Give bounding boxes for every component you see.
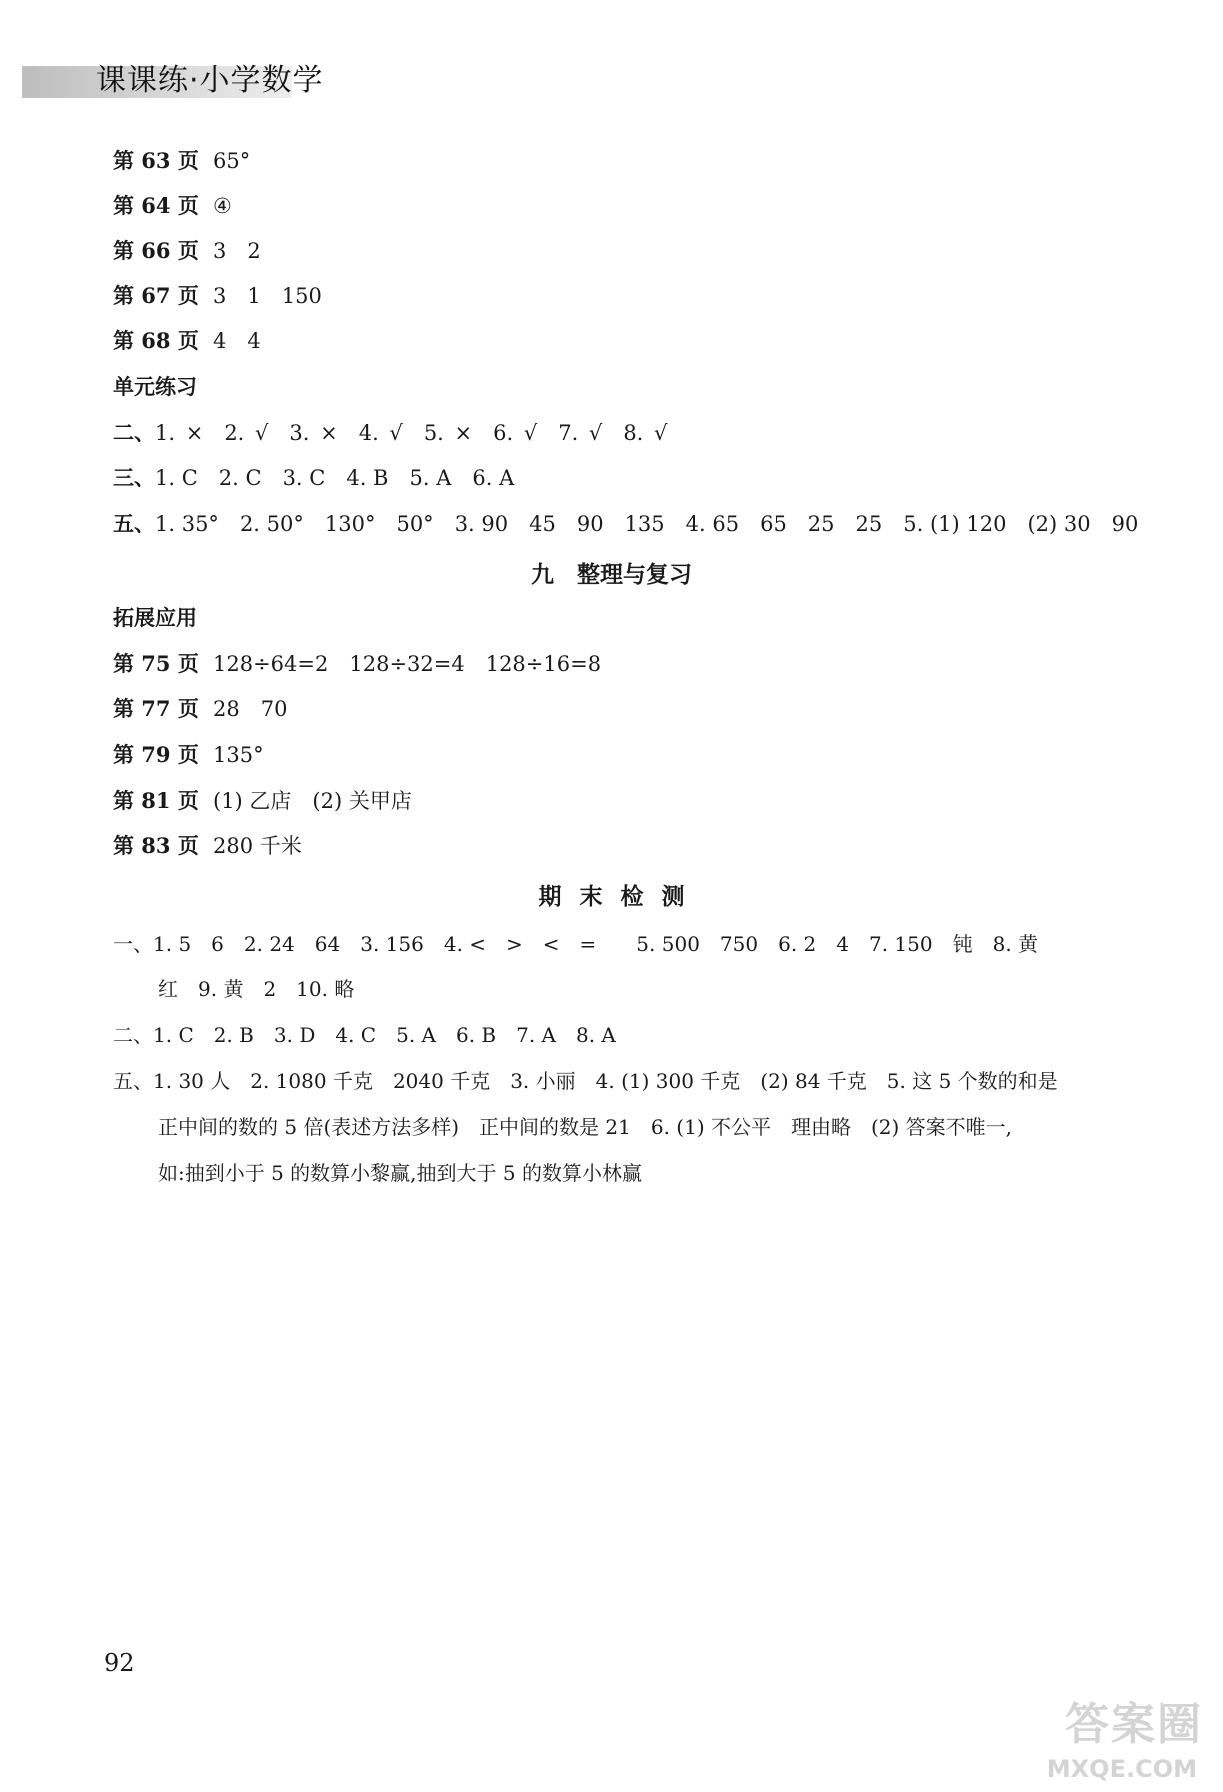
answer-text: 135° [213, 743, 264, 767]
watermark-logo: 答案圈 [1065, 1699, 1203, 1750]
answer-item: 4. √ [358, 421, 403, 445]
answer-row [113, 649, 601, 679]
answer-text: 3 1 150 [213, 284, 322, 308]
answer-item: 4. 65 65 25 25 [685, 512, 883, 536]
unit-san-row [113, 463, 514, 493]
answer-row [113, 786, 412, 816]
page-label: 第 63 页 [113, 148, 199, 173]
answer-item: 3. C [282, 466, 326, 490]
answer-item: 4. B [346, 466, 389, 490]
page-label: 第 81 页 [113, 788, 199, 813]
final-yi-line1: 一、1. 5 6 2. 24 64 3. 156 4. < > < = 5. 500 750 6. 2 4 7. 150 钝 8. 黄 [113, 932, 1039, 956]
answer-item: 2. 50° 130° 50° [239, 512, 434, 536]
answer-item: 5. × [423, 421, 473, 445]
unit-wu-row [113, 509, 1138, 539]
answer-text: 3 2 [213, 239, 261, 263]
answer-row [113, 326, 261, 356]
answer-item: 2. C [218, 466, 262, 490]
answer-text: 280 千米 [213, 834, 302, 858]
unit-practice-heading: 单元练习 [113, 375, 197, 399]
answer-text: ④ [213, 194, 232, 218]
final-exam-title: 期 末 检 测 [538, 884, 685, 910]
final-wu-line1: 五、1. 30 人 2. 1080 千克 2040 千克 3. 小丽 4. (1) 300 千克 (2) 84 千克 5. 这 5 个数的和是 [113, 1069, 1058, 1093]
page-label: 第 75 页 [113, 651, 199, 676]
answer-text: 65° [213, 149, 251, 173]
question-group-label: 二、 [113, 420, 155, 445]
answer-item: 2. √ [224, 421, 269, 445]
answer-row [113, 281, 322, 311]
page-label: 第 83 页 [113, 833, 199, 858]
answer-item: 6. A [472, 466, 515, 490]
answer-item: 3. 90 45 90 135 [454, 512, 665, 536]
watermark-url: MXQE.COM [1046, 1755, 1197, 1783]
answer-row [113, 740, 264, 770]
answer-item: 5. (1) 120 (2) 30 90 [903, 512, 1139, 536]
answer-row [113, 694, 287, 724]
answer-item: 7. √ [558, 421, 603, 445]
page-label: 第 67 页 [113, 283, 199, 308]
page-label: 第 79 页 [113, 742, 199, 767]
question-group-label: 五、 [113, 511, 155, 536]
page-label: 第 77 页 [113, 696, 199, 721]
unit-er-row [113, 418, 667, 448]
answer-text: (1) 乙店 (2) 关甲店 [213, 789, 412, 813]
answer-row [113, 831, 302, 861]
book-title: 课课练·小学数学 [96, 63, 324, 98]
extension-heading: 拓展应用 [113, 606, 197, 630]
answer-text: 4 4 [213, 329, 261, 353]
answer-text: 28 70 [213, 697, 288, 721]
answer-text: 128÷64=2 128÷32=4 128÷16=8 [213, 652, 602, 676]
question-group-label: 三、 [113, 465, 155, 490]
answer-item: 5. A [409, 466, 452, 490]
chapter-title: 九 整理与复习 [531, 562, 692, 588]
page-number: 92 [104, 1649, 135, 1677]
answer-item: 8. √ [623, 421, 668, 445]
answer-row [113, 191, 232, 221]
final-yi-line2: 红 9. 黄 2 10. 略 [158, 977, 355, 1001]
answer-item: 1. C [155, 466, 198, 490]
answer-item: 6. √ [493, 421, 538, 445]
final-wu-line2: 正中间的数的 5 倍(表述方法多样) 正中间的数是 21 6. (1) 不公平 理由略 (2) 答案不唯一, [158, 1115, 1013, 1139]
answer-row [113, 236, 261, 266]
page-label: 第 64 页 [113, 193, 199, 218]
answer-item: 3. × [289, 421, 338, 445]
page-label: 第 68 页 [113, 328, 199, 353]
final-er-line: 二、1. C 2. B 3. D 4. C 5. A 6. B 7. A 8. A [113, 1023, 616, 1047]
answer-row [113, 146, 250, 176]
final-wu-line3: 如:抽到小于 5 的数算小黎赢,抽到大于 5 的数算小林赢 [158, 1161, 642, 1185]
answer-item: 1. 35° [155, 512, 219, 536]
page-label: 第 66 页 [113, 238, 199, 263]
answer-item: 1. × [155, 421, 204, 445]
